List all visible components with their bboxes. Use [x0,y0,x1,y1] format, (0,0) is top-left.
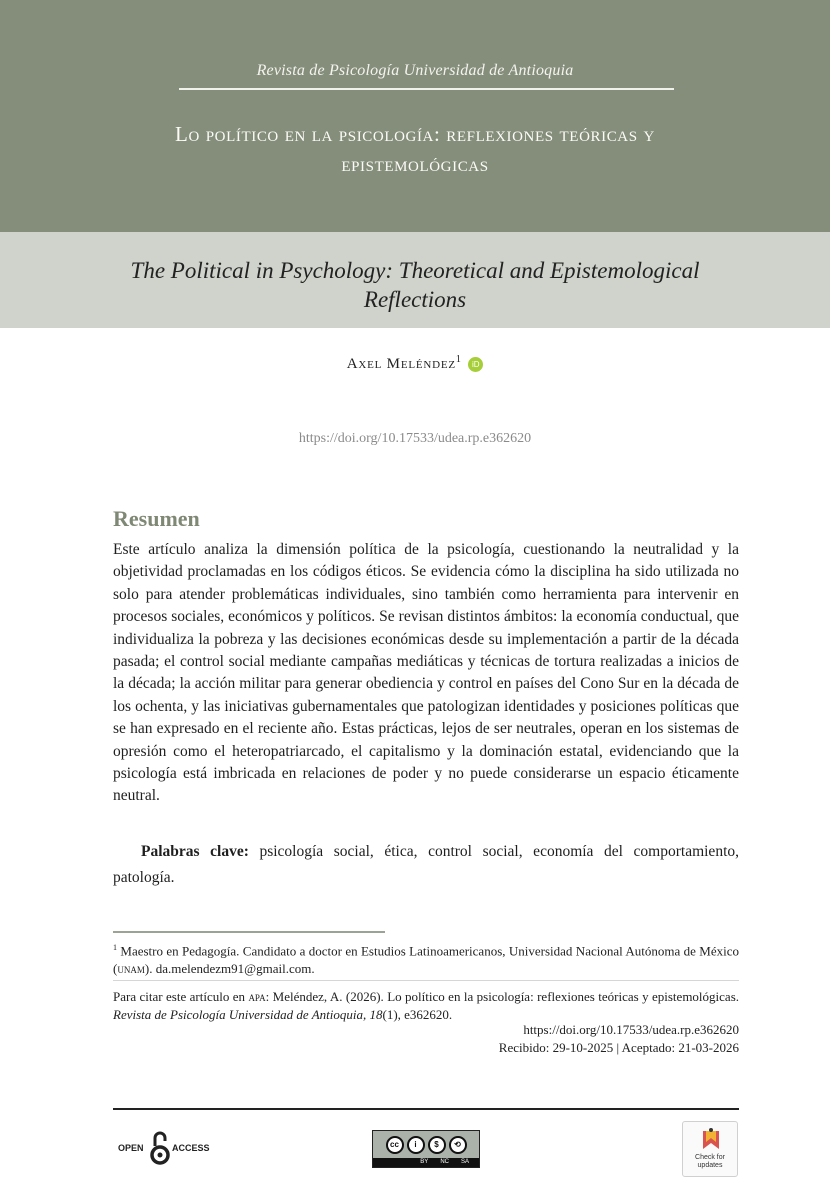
header-band [0,0,830,232]
keywords [113,839,739,891]
cc-labels-row [373,1158,479,1167]
author-name: Axel Meléndez [346,356,456,372]
footnote-text-before: Maestro en Pedagogía. Candidato a doctor en Estudios Latinoamericanos, Universidad Nacional Autónoma de México ( [113,943,740,977]
keywords-list: psicología social, ética, control social, economía del comportamiento, patología. [113,843,739,886]
cc-label-nc: NC [440,1159,449,1165]
footnote-unam: unam [117,961,145,977]
journal-divider [179,88,674,90]
check-for-updates-icon [702,1128,720,1152]
keywords-label: Palabras clave: [141,843,249,860]
author-footnote-marker: 1 [455,354,462,365]
cc-icon: cc [386,1136,404,1154]
journal-name: Revista de Psicología Universidad de Antioquia [256,62,574,79]
open-access-lock-icon [150,1128,170,1168]
citation [113,988,739,1024]
footnote-number: 1 [113,943,117,952]
citation-part1: Para citar este artículo en [113,989,246,1004]
citation-doi[interactable]: https://doi.org/10.17533/udea.rp.e362620 [523,1022,739,1037]
open-access-logo [118,1126,228,1170]
check-for-updates-line1: Check for [695,1154,725,1161]
doi-link[interactable]: https://doi.org/10.17533/udea.rp.e362620 [298,431,532,446]
footer-divider [113,1108,739,1110]
by-attribution-icon: i [407,1136,425,1154]
citation-apa: apa [248,989,266,1004]
author-footnote [113,939,739,978]
received-date: Recibido: 29-10-2025 [498,1040,614,1055]
title-spanish: Lo político en la psicología: reflexiones teóricas y epistemológicas [175,122,655,176]
footnote-text-after: ). da.melendezm91@gmail.com. [144,961,315,977]
dates-line [113,1040,739,1056]
cc-license-badge[interactable] [372,1130,480,1168]
citation-journal: Revista de Psicología Universidad de Antioquia, 18 [113,1007,383,1022]
abstract-heading: Resumen [113,506,200,531]
cc-label-by: BY [420,1159,429,1165]
check-for-updates-badge[interactable] [682,1121,738,1177]
author-line [0,354,830,373]
abstract-text: Este artículo analiza la dimensión política de la psicología, cuestionando la neutralidad y la objetividad proclamadas en los códigos éticos. Se evidencia cómo la disciplina ha sido utilizada no solo para atender problemáticas individuales, sino también como herramienta para intervenir en procesos sociales, económicos y políticos. Se revisan distintos ámbitos: la economía conductual, que individualiza la pobreza y las decisiones económicas desde su implementación a partir de la década pasada; el control social mediante campañas mediáticas y técnicas de tortura realizadas a inicios de la década; la acción militar para generar obediencia y control en países del Cono Sur en la década de los ochenta, y las iniciativas gubernamentales que patologizan identidades y posiciones políticas que se han expresado en el reciente año. Estas prácticas, lejos de ser neutrales, operan en los sistemas de opresión como el heteropatriarcado, el capitalismo y la dominación estatal, evidenciando que la psicología está imbricada en relaciones de poder y no puede considerarse un espacio éticamente neutral. [113,541,739,805]
date-separator: | [616,1040,620,1055]
open-access-access: ACCESS [172,1143,210,1153]
open-access-open: OPEN [118,1143,144,1153]
citation-issue: (1), e362620. [382,1007,453,1022]
title-english: The Political in Psychology: Theoretical and Epistemological Reflections [130,258,700,312]
orcid-icon[interactable]: iD [468,357,483,372]
sharealike-icon: ⟲ [449,1136,467,1154]
cc-label-sa: SA [460,1159,469,1165]
accepted-date: Aceptado: 21-03-2026 [621,1040,739,1055]
noncommercial-icon: $ [428,1136,446,1154]
check-for-updates-label [683,1154,737,1170]
cc-icons-row [373,1131,479,1158]
citation-divider [113,980,739,981]
footnote-divider [113,931,385,933]
check-for-updates-line2: updates [697,1162,723,1169]
citation-part2: : Meléndez, A. (2026). Lo político en la psicología: reflexiones teóricas y epistemológicas. [265,989,740,1004]
